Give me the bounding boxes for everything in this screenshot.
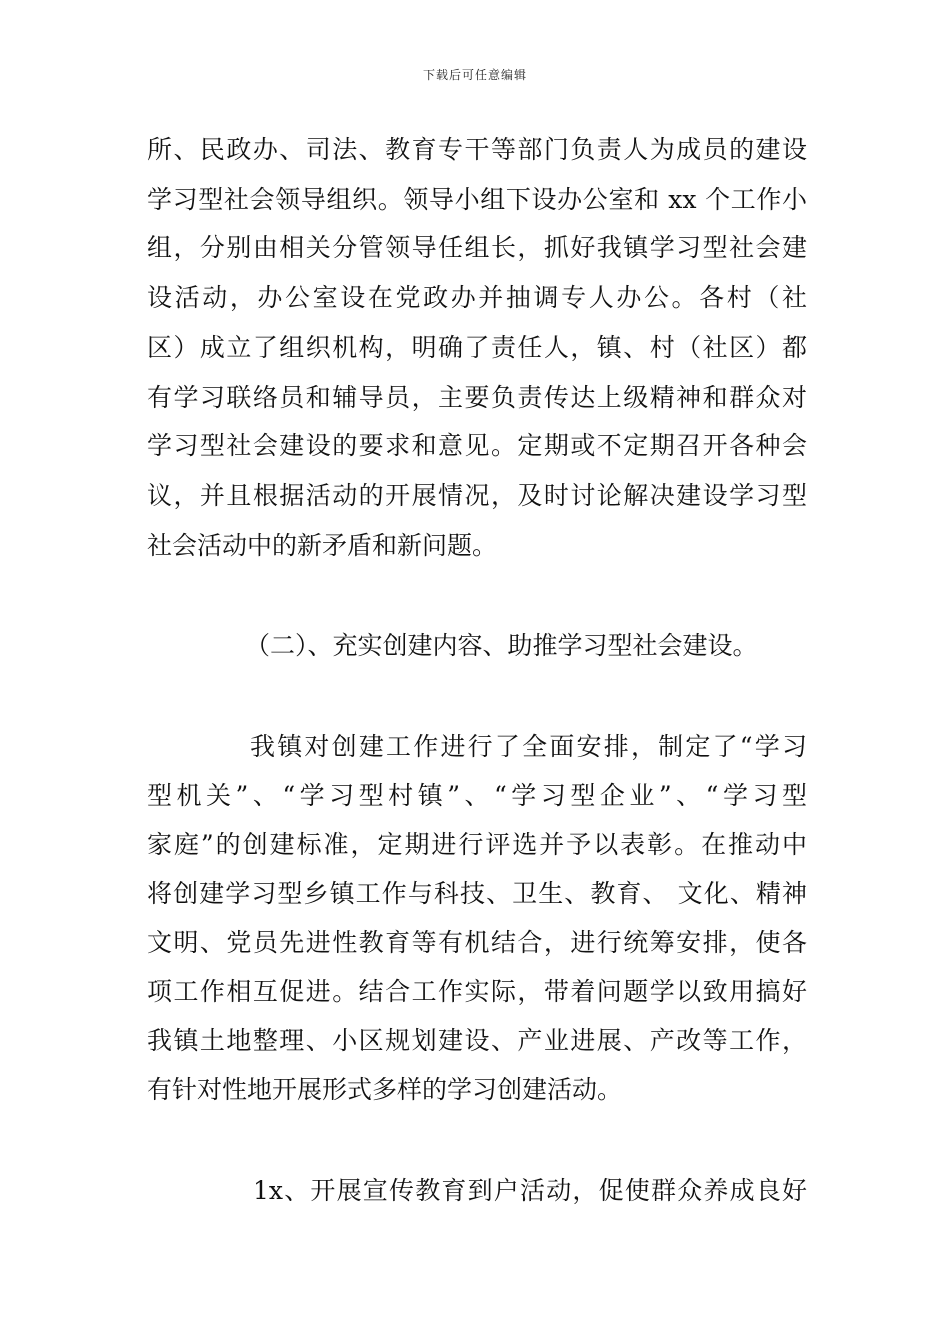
text-line: 议，并且根据活动的开展情况，及时讨论解决建设学习型 xyxy=(147,481,807,510)
text-line: 社会活动中的新矛盾和新问题。 xyxy=(147,531,498,560)
text-line: 家庭”的创建标准，定期进行评选并予以表彰。在推动中 xyxy=(147,830,807,859)
text-line: 设活动，办公室设在党政办并抽调专人办公。各村（社 xyxy=(147,283,807,312)
text-line: 有学习联络员和辅导员，主要负责传达上级精神和群众对 xyxy=(147,383,807,412)
text-line: 我镇土地整理、小区规划建设、产业进展、产改等工作， xyxy=(147,1026,807,1055)
text-line: 1x、开展宣传教育到户活动，促使群众养成良好 xyxy=(253,1176,807,1205)
text-line: 型机关”、“学习型村镇”、“学习型企业”、“学习型 xyxy=(147,781,807,810)
text-line: 学习型社会领导组织。领导小组下设办公室和 xx 个工作小 xyxy=(147,185,807,214)
text-line: 所、民政办、司法、教育专干等部门负责人为成员的建设 xyxy=(147,135,807,164)
text-line: 我镇对创建工作进行了全面安排，制定了“学习 xyxy=(250,732,807,761)
text-line: 有针对性地开展形式多样的学习创建活动。 xyxy=(147,1075,623,1104)
text-line: 文明、党员先进性教育等有机结合，进行统筹安排，使各 xyxy=(147,928,807,957)
page-header: 下载后可任意编辑 xyxy=(422,68,527,82)
text-line: （二）、充实创建内容、助推学习型社会建设。 xyxy=(245,631,758,660)
text-line: 学习型社会建设的要求和意见。定期或不定期召开各种会 xyxy=(147,431,807,460)
text-line: 将创建学习型乡镇工作与科技、卫生、教育、 文化、精神 xyxy=(147,879,807,908)
text-line: 项工作相互促进。结合工作实际，带着问题学以致用搞好 xyxy=(147,977,807,1006)
text-line: 组，分别由相关分管领导任组长，抓好我镇学习型社会建 xyxy=(147,233,807,262)
text-line: 区）成立了组织机构，明确了责任人，镇、村（社区）都 xyxy=(147,333,807,362)
